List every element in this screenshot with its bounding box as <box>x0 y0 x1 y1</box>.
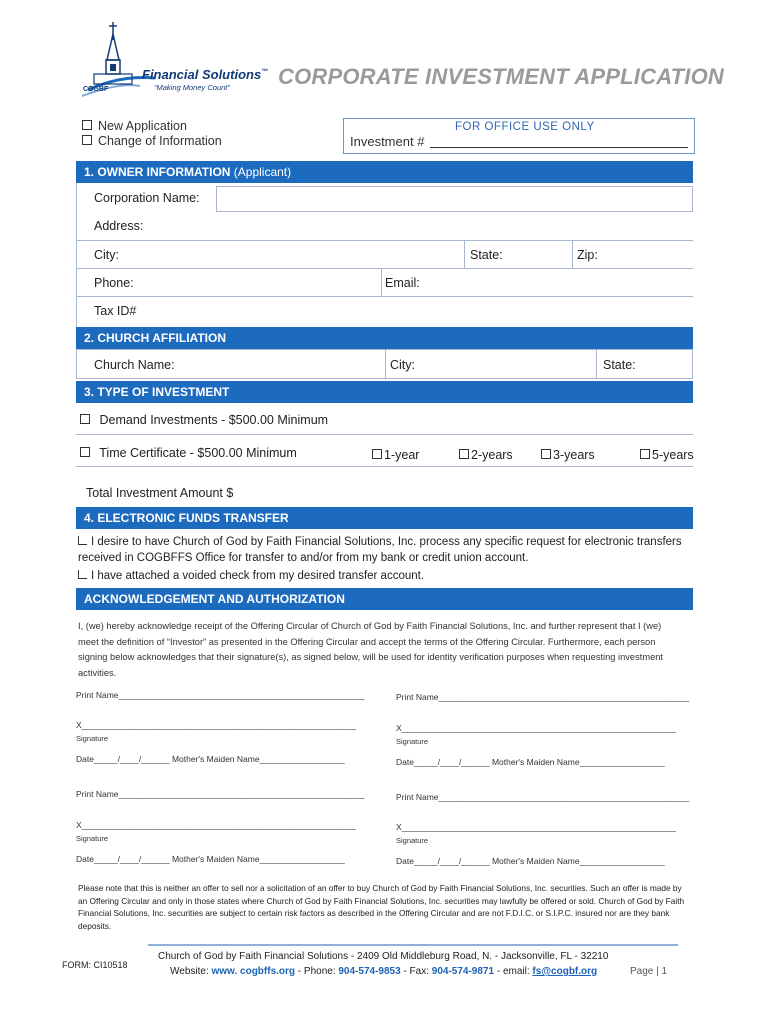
time-certificate-option[interactable]: Time Certificate - $500.00 Minimum <box>80 446 297 460</box>
eft-voided-check-checkbox[interactable] <box>78 570 87 579</box>
eft-voided-check-option[interactable]: I have attached a voided check from my desired transfer account. <box>78 570 424 582</box>
time-certificate-checkbox[interactable] <box>80 447 90 457</box>
term-1-year-option[interactable]: 1-year <box>372 448 419 462</box>
total-investment-label: Total Investment Amount $ <box>86 486 234 500</box>
demand-investment-checkbox[interactable] <box>80 414 90 424</box>
church-state-label: State: <box>603 358 636 372</box>
signature-caption-1: Signature <box>76 734 109 743</box>
investment-number-field[interactable] <box>430 147 688 148</box>
new-application-checkbox[interactable] <box>82 120 92 130</box>
new-application-option[interactable]: New Application <box>82 119 187 133</box>
office-use-label: FOR OFFICE USE ONLY <box>455 121 595 133</box>
term-2-years-option[interactable]: 2-years <box>459 448 513 462</box>
term-3-years-checkbox[interactable] <box>541 449 551 459</box>
phone-row-line[interactable] <box>76 296 693 297</box>
change-of-information-option[interactable]: Change of Information <box>82 134 222 148</box>
signature-line-4[interactable]: X__________________________________________________________ <box>396 822 676 832</box>
acknowledgement-text: I, (we) hereby acknowledge receipt of the Offering Circular of Church of God by Faith Financial Solutions, Inc. and further represent that I (we) meet the definition of “Investor” as presented in the Offering Circular and accept the terms of the Offering Circular. Furthermore, each person signing below acknowledges that their signature(s), as signed below, will be used for identity verification purposes when requesting investment activities. <box>78 621 663 678</box>
change-of-information-checkbox[interactable] <box>82 135 92 145</box>
date-maiden-1[interactable]: Date_____/____/______ Mother's Maiden Name__________________ <box>76 754 345 764</box>
acknowledgement-header: ACKNOWLEDGEMENT AND AUTHORIZATION <box>76 588 693 610</box>
corporation-name-field[interactable] <box>216 186 693 212</box>
time-row-line <box>76 466 693 467</box>
demand-row-line <box>76 434 693 435</box>
fax-number: 904-574-9871 <box>431 966 495 977</box>
term-3-years-option[interactable]: 3-years <box>541 448 595 462</box>
date-maiden-3[interactable]: Date_____/____/______ Mother's Maiden Name__________________ <box>76 854 345 864</box>
term-5-years-checkbox[interactable] <box>640 449 650 459</box>
signature-caption-2: Signature <box>396 737 429 746</box>
phone-number: 904-574-9853 <box>338 966 401 977</box>
signature-caption-3: Signature <box>76 834 109 843</box>
address-field[interactable] <box>76 240 693 241</box>
email-link[interactable]: fs@cogbf.org <box>532 966 598 977</box>
print-name-1[interactable]: Print Name____________________________________________________ <box>76 690 365 700</box>
form-id: FORM: CI10518 <box>62 960 128 970</box>
church-name-label: Church Name: <box>94 358 175 372</box>
page-number: Page | 1 <box>630 966 668 977</box>
church-city-divider <box>385 349 386 379</box>
eft-desire-checkbox[interactable] <box>78 536 87 545</box>
address-label: Address: <box>94 219 144 233</box>
document-title: CORPORATE INVESTMENT APPLICATION <box>278 64 725 89</box>
cogbf-logo <box>80 20 270 105</box>
state-label: State: <box>470 248 503 262</box>
city-label: City: <box>94 248 119 262</box>
church-affiliation-header: 2. CHURCH AFFILIATION <box>76 327 693 349</box>
zip-label: Zip: <box>577 248 598 262</box>
term-1-year-checkbox[interactable] <box>372 449 382 459</box>
signature-line-2[interactable]: X__________________________________________________________ <box>396 723 676 733</box>
eft-desire-line2: received in COGBFFS Office for transfer to and/or from my bank or credit union account. <box>78 552 529 564</box>
date-maiden-2[interactable]: Date_____/____/______ Mother's Maiden Name__________________ <box>396 757 665 767</box>
logo-name: Financial Solutions <box>142 67 262 82</box>
footer-contact: Website: www. cogbffs.org - Phone: 904-574-9853 - Fax: 904-574-9871 - email: fs@cogbf.org <box>170 966 598 977</box>
investment-number-label: Investment # <box>350 134 425 149</box>
website-link[interactable]: www. cogbffs.org <box>211 966 296 977</box>
print-name-4[interactable]: Print Name_____________________________________________________ <box>396 792 690 802</box>
signature-line-3[interactable]: X__________________________________________________________ <box>76 820 356 830</box>
tax-id-label: Tax ID# <box>94 304 137 318</box>
signature-line-1[interactable]: X__________________________________________________________ <box>76 720 356 730</box>
state-zip-divider <box>572 240 573 268</box>
term-2-years-checkbox[interactable] <box>459 449 469 459</box>
city-state-divider <box>464 240 465 268</box>
phone-email-divider <box>381 268 382 296</box>
type-of-investment-header: 3. TYPE OF INVESTMENT <box>76 381 693 403</box>
logo-trademark: ™ <box>261 68 269 76</box>
church-state-divider <box>596 349 597 379</box>
corporation-name-label: Corporation Name: <box>94 191 200 205</box>
church-city-label: City: <box>390 358 415 372</box>
footer-address: Church of God by Faith Financial Solutions - 2409 Old Middleburg Road, N. - Jacksonville, FL - 32210 <box>158 951 609 962</box>
electronic-funds-transfer-header: 4. ELECTRONIC FUNDS TRANSFER <box>76 507 693 529</box>
owner-information-header: 1. OWNER INFORMATION (Applicant) <box>76 161 693 183</box>
eft-desire-option[interactable]: I desire to have Church of God by Faith Financial Solutions, Inc. process any specific request for electronic transfers <box>78 536 682 548</box>
email-label: Email: <box>385 276 420 290</box>
owner-section-left-border <box>76 183 77 338</box>
print-name-3[interactable]: Print Name____________________________________________________ <box>76 789 365 799</box>
term-5-years-option[interactable]: 5-years <box>640 448 694 462</box>
signature-caption-4: Signature <box>396 836 429 845</box>
demand-investment-option[interactable]: Demand Investments - $500.00 Minimum <box>80 413 328 427</box>
footer-divider <box>148 944 678 946</box>
city-row-line[interactable] <box>76 268 693 269</box>
date-maiden-4[interactable]: Date_____/____/______ Mother's Maiden Name__________________ <box>396 856 665 866</box>
logo-tagline: “Making Money Count” <box>154 83 230 92</box>
disclaimer-text: Please note that this is neither an offer to sell nor a solicitation of an offer to buy Church of God by Faith Financial Solutions, Inc. securities. Such an offer is made by an Offering Circular and only in those states where Church of God by Faith Financial Solutions, Inc. securities may lawfully be offered or sold. Church of God by Faith Financial Solutions, Inc. securities are subject to certain risk factors as described in the Offering Circular and are not F.D.I.C. or S.I.P.C. insured nor are they bank deposits. <box>78 883 685 931</box>
phone-label: Phone: <box>94 276 134 290</box>
logo-abbr: COGBF <box>83 86 109 93</box>
print-name-2[interactable]: Print Name_____________________________________________________ <box>396 692 690 702</box>
